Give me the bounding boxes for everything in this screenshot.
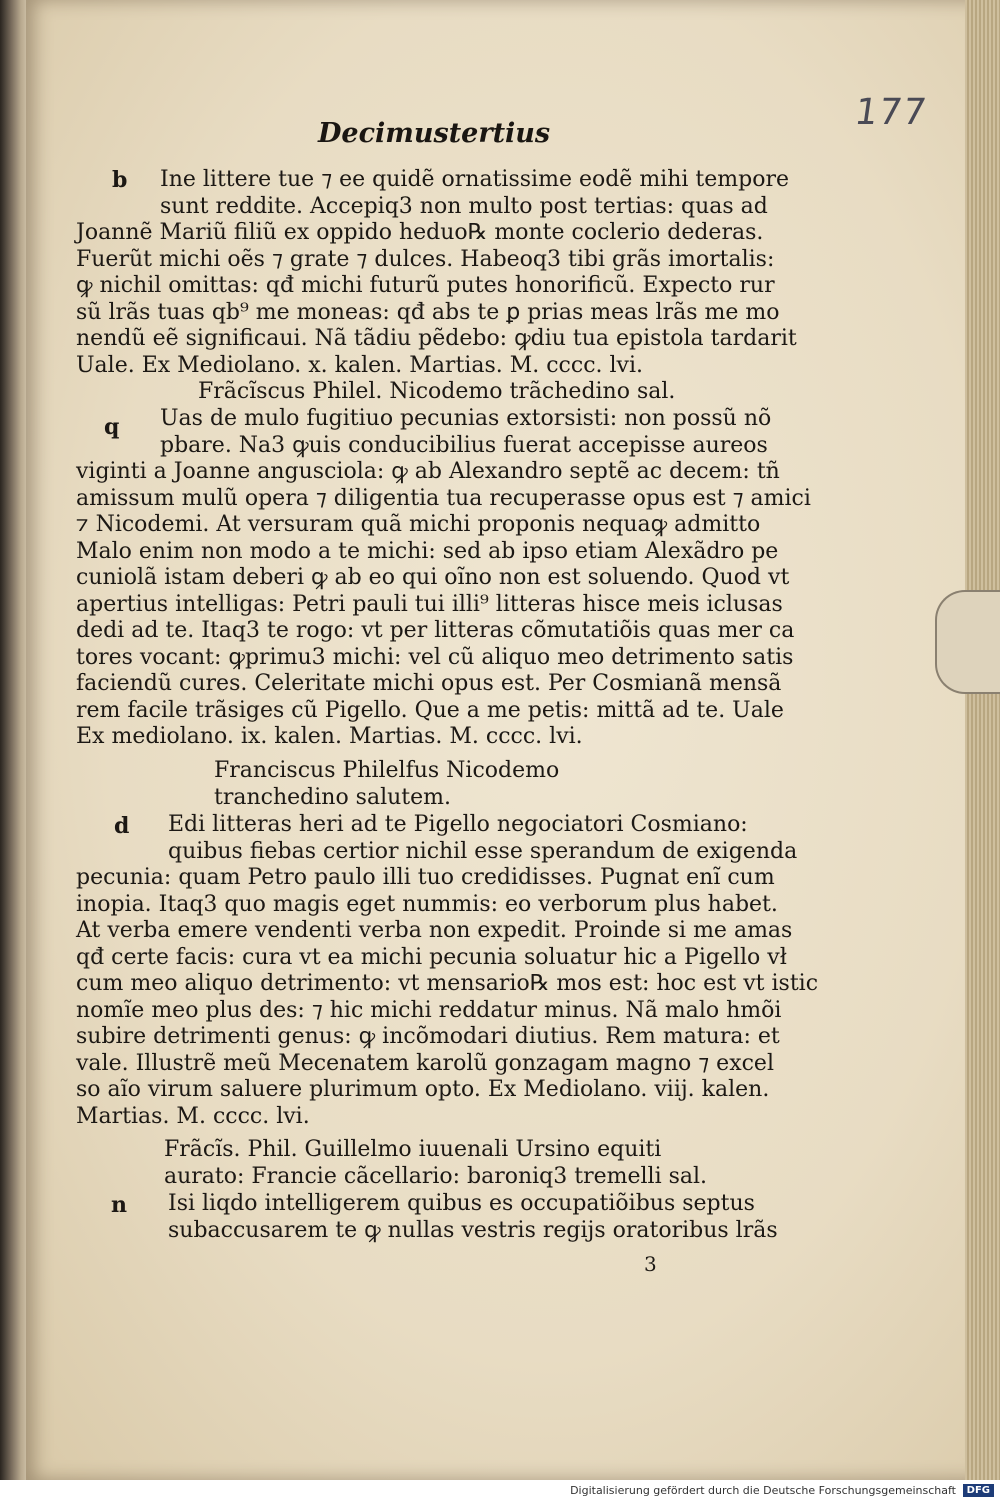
text-line: Joannẽ Mariũ filiũ ex oppido heduo℞ monte coclerio dederas. bbox=[76, 220, 764, 245]
signature-mark: 3 bbox=[644, 1252, 657, 1276]
text-line: pbare. Na3 ꝙuis conducibilius fuerat accepisse aureos bbox=[160, 432, 768, 458]
text-line: Ine littere tue ⁊ ee quidẽ ornatissime eodẽ mihi tempore bbox=[160, 167, 789, 192]
letter-1-body bbox=[76, 220, 797, 379]
text-line: vale. Illustrẽ meũ Mecenatem karolũ gonzagam magno ⁊ excel bbox=[76, 1050, 774, 1076]
text-line: pecunia: quam Petro paulo illi tuo credidisses. Pugnat enĩ cum bbox=[76, 865, 775, 890]
margin-letter-n: n bbox=[111, 1192, 127, 1218]
clasp-tab bbox=[935, 590, 1000, 694]
text-line: nendũ eẽ significaui. Nã tãdiu pẽdebo: ꝙdiu tua epistola tardarit bbox=[76, 326, 797, 351]
text-line: sunt reddite. Accepiq3 non multo post tertias: quas ad bbox=[160, 193, 768, 219]
text-line: Isi liqdo intelligerem quibus es occupatiõibus septus bbox=[168, 1191, 755, 1216]
text-line: sũ lrãs tuas qb⁹ me moneas: qđ abs te ꝑ prias meas lrãs me mo bbox=[76, 299, 780, 325]
text-line: Uale. Ex Mediolano. x. kalen. Martias. M. cccc. lvi. bbox=[76, 352, 643, 378]
text-line: quibus fiebas certior nichil esse sperandum de exigenda bbox=[168, 838, 798, 864]
margin-letter-q: q bbox=[104, 414, 120, 440]
letter-heading-2: aurato: Francie cãcellario: baroniq3 tremelli sal. bbox=[164, 1163, 708, 1189]
letter-2-body bbox=[76, 459, 811, 751]
letter-1-first-lines bbox=[160, 167, 789, 220]
margin-letter-d: d bbox=[114, 813, 130, 839]
letter-4-body bbox=[168, 1191, 778, 1244]
text-line: nomĩe meo plus des: ⁊ hic michi reddatur minus. Nã malo hmõi bbox=[76, 997, 782, 1023]
letter-2-heading bbox=[198, 379, 675, 406]
text-line: apertius intelligas: Petri pauli tui illi⁹ litteras hisce meis iclusas bbox=[76, 591, 783, 617]
letter-2-first-lines bbox=[160, 406, 771, 459]
letter-heading: Frãcĩscus Philel. Nicodemo trãchedino sal. bbox=[198, 379, 676, 404]
text-line: subire detrimenti genus: ꝙ incõmodari diutius. Rem matura: et bbox=[76, 1024, 780, 1049]
text-line: tores vocant: ꝙprimu3 michi: vel cũ aliquo meo detrimento satis bbox=[76, 644, 794, 670]
text-line: dedi ad te. Itaq3 te rogo: vt per litteras cõmutatiõis quas mer ca bbox=[76, 618, 795, 643]
letter-4-heading bbox=[164, 1137, 707, 1190]
letter-3-heading bbox=[214, 758, 559, 811]
running-head: Decimustertius bbox=[318, 118, 551, 149]
text-line: qđ certe facis: cura vt ea michi pecunia soluatur hic a Pigello vł bbox=[76, 944, 787, 970]
text-line: amissum mulũ opera ⁊ diligentia tua recuperasse opus est ⁊ amici bbox=[76, 485, 811, 511]
digitization-credit: Digitalisierung gefördert durch die Deutsche Forschungsgemeinschaft bbox=[570, 1484, 956, 1497]
text-line: Edi litteras heri ad te Pigello negociatori Cosmiano: bbox=[168, 812, 748, 837]
text-line: inopia. Itaq3 quo magis eget nummis: eo verborum plus habet. bbox=[76, 891, 778, 917]
text-line: cuniolã istam deberi ꝙ ab eo qui oĩno non est soluendo. Quod vt bbox=[76, 565, 790, 590]
letter-heading-2: tranchedino salutem. bbox=[214, 784, 452, 810]
text-line: faciendũ cures. Celeritate michi opus est. Per Cosmianã mensã bbox=[76, 671, 782, 696]
letter-heading: Frãcĩs. Phil. Guillelmo iuuenali Ursino equiti bbox=[164, 1137, 662, 1162]
dfg-logo: DFG bbox=[963, 1484, 994, 1497]
text-line: rem facile trãsiges cũ Pigello. Que a me petis: mittã ad te. Uale bbox=[76, 697, 784, 723]
folio-number: 177 bbox=[852, 92, 930, 133]
text-line: subaccusarem te ꝙ nullas vestris regijs oratoribus lrãs bbox=[168, 1217, 778, 1243]
margin-letter-b: b bbox=[112, 167, 128, 193]
letter-3-first-lines bbox=[168, 812, 797, 865]
text-line: ⁊ Nicodemi. At versuram quã michi proponis nequaꝙ admitto bbox=[76, 512, 761, 537]
text-line: ꝙ nichil omittas: qđ michi futurũ putes honorificũ. Expecto rur bbox=[76, 273, 775, 298]
text-line: so aĩo virum saluere plurimum opto. Ex Mediolano. viij. kalen. bbox=[76, 1077, 770, 1102]
text-line: cum meo aliquo detrimento: vt mensario℞ mos est: hoc est vt istic bbox=[76, 971, 819, 996]
letter-3-body bbox=[76, 865, 818, 1130]
text-line: At verba emere vendenti verba non expedit. Proinde si me amas bbox=[76, 918, 793, 943]
text-line: Malo enim non modo a te michi: sed ab ipso etiam Alexãdro pe bbox=[76, 538, 779, 564]
text-line: Martias. M. cccc. lvi. bbox=[76, 1103, 310, 1129]
text-line: Ex mediolano. ix. kalen. Martias. M. cccc. lvi. bbox=[76, 724, 583, 749]
text-line: Uas de mulo fugitiuo pecunias extorsisti: non possũ nõ bbox=[160, 406, 772, 431]
page-edges bbox=[965, 0, 1000, 1480]
letter-heading: Franciscus Philelfus Nicodemo bbox=[214, 758, 560, 783]
text-line: viginti a Joanne angusciola: ꝙ ab Alexandro septẽ ac decem: tñ bbox=[76, 459, 780, 484]
text-line: Fuerũt michi oẽs ⁊ grate ⁊ dulces. Habeoq3 tibi grãs imortalis: bbox=[76, 246, 775, 272]
